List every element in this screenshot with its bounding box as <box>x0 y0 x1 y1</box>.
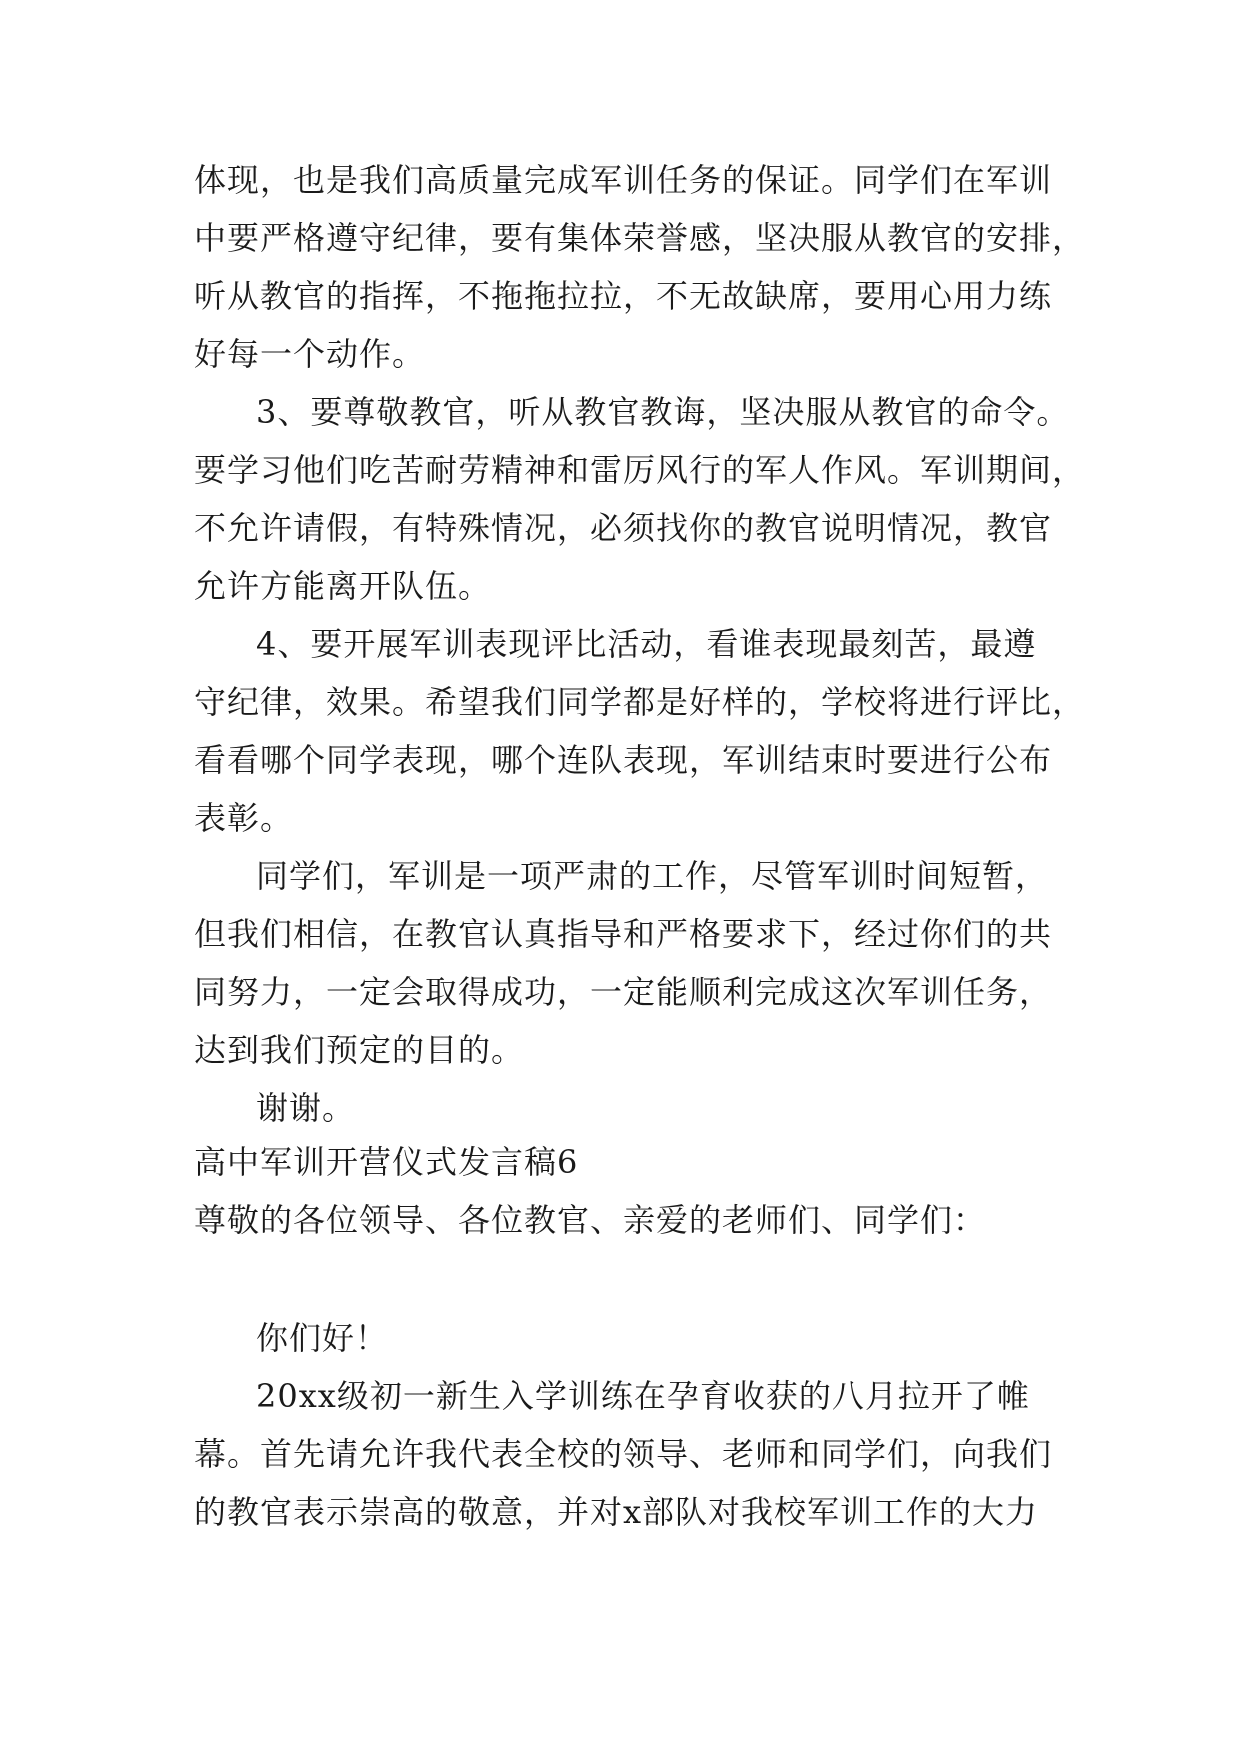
text-line: 表彰。 <box>194 799 294 837</box>
text-line: 要学习他们吃苦耐劳精神和雷厉风行的军人作风。军训期间， <box>194 451 1086 489</box>
paragraph-4-first-line: 4、要开展军训表现评比活动，看谁表现最刻苦，最遵 <box>256 625 1037 663</box>
text-line: 体现，也是我们高质量完成军训任务的保证。同学们在军训 <box>194 161 1053 199</box>
text-line: 守纪律，效果。希望我们同学都是好样的，学校将进行评比， <box>194 683 1086 721</box>
closing-paragraph-first-line: 同学们，军训是一项严肃的工作，尽管军训时间短暂， <box>256 857 1049 895</box>
text-line: 同努力，一定会取得成功，一定能顺利完成这次军训任务， <box>194 973 1053 1011</box>
text-line: 的教官表示崇高的敬意，并对x部队对我校军训工作的大力 <box>194 1493 1039 1531</box>
text-line: 达到我们预定的目的。 <box>194 1031 525 1069</box>
text-line: 好每一个动作。 <box>194 335 426 373</box>
salutation: 尊敬的各位领导、各位教官、亲爱的老师们、同学们： <box>194 1201 987 1239</box>
text-line: 看看哪个同学表现，哪个连队表现，军训结束时要进行公布 <box>194 741 1053 779</box>
text-line: 幕。首先请允许我代表全校的领导、老师和同学们，向我们 <box>194 1435 1053 1473</box>
text-line: 中要严格遵守纪律，要有集体荣誉感，坚决服从教官的安排， <box>194 219 1086 257</box>
greeting: 你们好！ <box>256 1319 389 1357</box>
body-paragraph-first-line: 20xx级初一新生入学训练在孕育收获的八月拉开了帷 <box>256 1377 1030 1415</box>
text-line: 但我们相信，在教官认真指导和严格要求下，经过你们的共 <box>194 915 1053 953</box>
paragraph-3-first-line: 3、要尊敬教官，听从教官教诲，坚决服从教官的命令。 <box>256 393 1070 431</box>
section-title: 高中军训开营仪式发言稿6 <box>194 1143 579 1181</box>
text-line: 允许方能离开队伍。 <box>194 567 492 605</box>
text-line: 不允许请假，有特殊情况，必须找你的教官说明情况，教官 <box>194 509 1053 547</box>
thanks-line: 谢谢。 <box>256 1089 356 1127</box>
text-line: 听从教官的指挥，不拖拖拉拉，不无故缺席，要用心用力练 <box>194 277 1053 315</box>
